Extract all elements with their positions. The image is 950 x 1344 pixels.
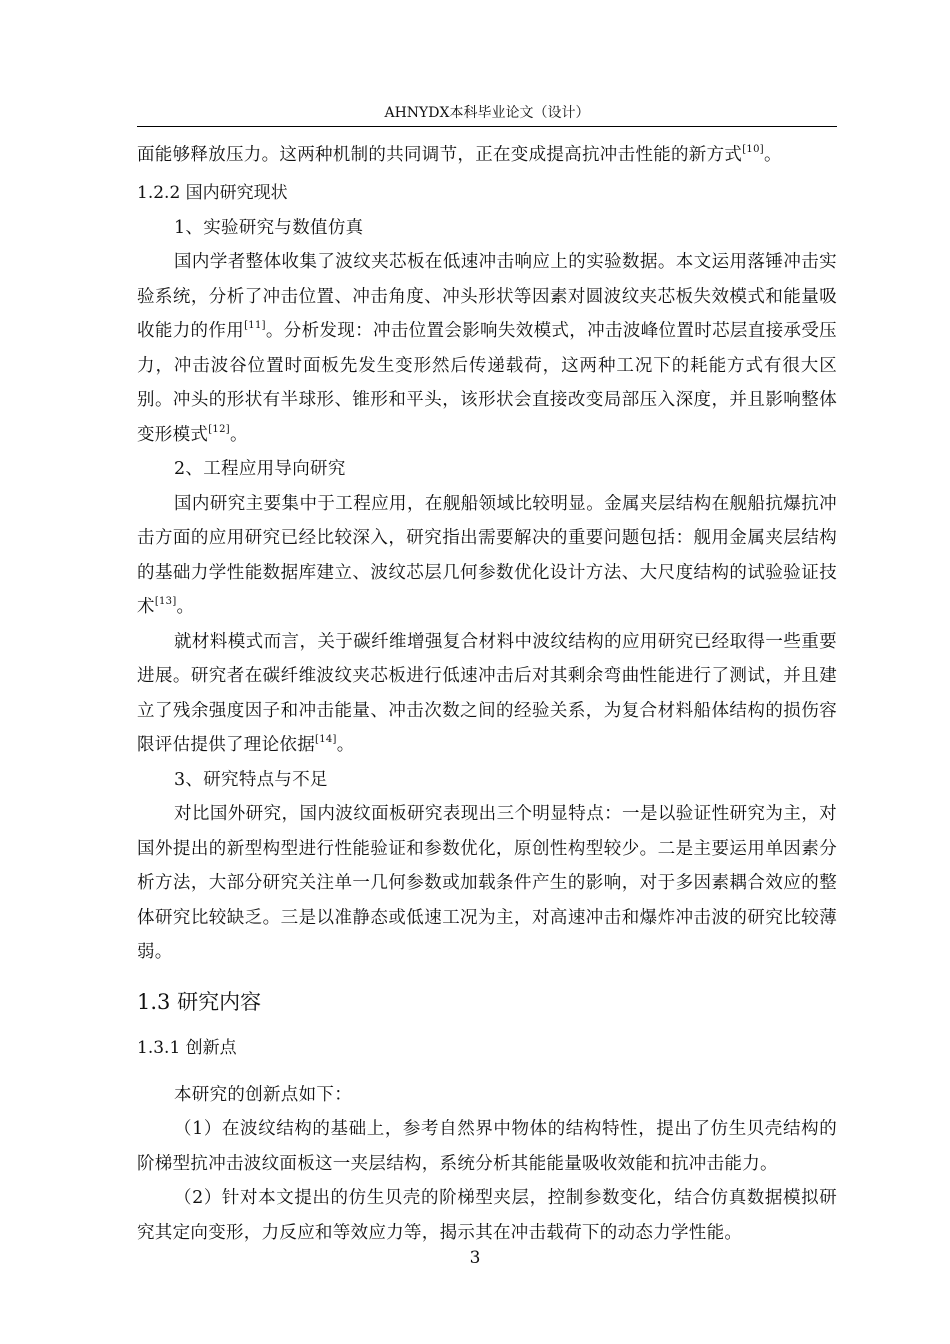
paragraph-materials: [137, 625, 837, 763]
list-item-title-3: 3、研究特点与不足: [174, 769, 328, 790]
section-heading-1-3: 1.3 研究内容: [137, 989, 262, 1014]
paragraph-text: 。分析发现：冲击位置会影响失效模式，冲击波峰位置时芯层直接承受压力，冲击波谷位置时面板先发生变形然后传递载荷，这两种工况下的耗能方式有很大区别。冲头的形状有半球形、锥形和平头，该形状会直接改变局部压入深度，并且影响整体变形模式: [137, 321, 837, 445]
paragraph-innovation-2: （2）针对本文提出的仿生贝壳的阶梯型夹层，控制参数变化，结合仿真数据模拟研究其定向变形，力反应和等效应力等，揭示其在冲击载荷下的动态力学性能。: [137, 1188, 837, 1243]
paragraph-text: 国内学者整体收集了波纹夹芯板在低速冲击响应上的实验数据。本文运用落锤冲击实验系统，分析了冲击位置、冲击角度、冲头形状等因素对圆波纹夹芯板失效模式和能量吸收能力的作用: [137, 252, 837, 341]
header-divider: [137, 126, 837, 127]
page-number: 3: [469, 1248, 481, 1268]
paragraph-text: 国内研究主要集中于工程应用，在舰船领域比较明显。金属夹层结构在舰船抗爆抗冲击方面的应用研究已经比较深入，研究指出需要解决的重要问题包括：舰用金属夹层结构的基础力学性能数据库建立、波纹芯层几何参数优化设计方法、大尺度结构的试验验证技术: [137, 493, 837, 617]
page-body: [137, 138, 837, 1250]
paragraph-experimental: [137, 245, 837, 452]
paragraph-characteristics: 对比国外研究，国内波纹面板研究表现出三个明显特点：一是以验证性研究为主，对国外提出的新型构型进行性能验证和参数优化，原创性构型较少。二是主要运用单因素分析方法，大部分研究关注单一几何参数或加载条件产生的影响，对于多因素耦合效应的整体研究比较缺乏。三是以准静态或低速工况为主，对高速冲击和爆炸冲击波的研究比较薄弱。: [137, 804, 837, 962]
paragraph-text: 就材料模式而言，关于碳纤维增强复合材料中波纹结构的应用研究已经取得一些重要进展。研究者在碳纤维波纹夹芯板进行低速冲击后对其剩余弯曲性能进行了测试，并且建立了残余强度因子和冲击能量、冲击次数之间的经验关系，为复合材料船体结构的损伤容限评估提供了理论依据: [137, 631, 837, 755]
paragraph-engineering: [137, 487, 837, 625]
paragraph-text: 面能够释放压力。这两种机制的共同调节，正在变成提高抗冲击性能的新方式: [137, 145, 743, 165]
list-item-title-1: 1、实验研究与数值仿真: [174, 217, 364, 238]
list-item-title-2: 2、工程应用导向研究: [174, 459, 346, 479]
paragraph-innovation-1: （1）在波纹结构的基础上，参考自然界中物体的结构特性，提出了仿生贝壳结构的阶梯型抗冲击波纹面板这一夹层结构，系统分析其能能量吸收效能和抗冲击能力。: [137, 1119, 837, 1174]
running-header: AHNYDX本科毕业论文（设计）: [384, 105, 590, 121]
section-heading-1-2-2: 1.2.2 国内研究现状: [137, 182, 288, 203]
paragraph-tail: 。: [763, 145, 782, 165]
paragraph-tail: 。: [176, 597, 195, 617]
paragraph-tail: 。: [336, 735, 355, 755]
paragraph-tail: 。: [229, 424, 248, 445]
citation: [13]: [154, 596, 177, 607]
citation: [14]: [315, 734, 337, 745]
citation: [11]: [244, 320, 266, 331]
section-heading-1-3-1: 1.3.1 创新点: [137, 1037, 237, 1058]
citation: [10]: [742, 144, 764, 155]
paragraph-innovation-intro: 本研究的创新点如下：: [174, 1084, 352, 1105]
citation: [12]: [208, 423, 230, 435]
paragraph-continued: [137, 138, 837, 173]
